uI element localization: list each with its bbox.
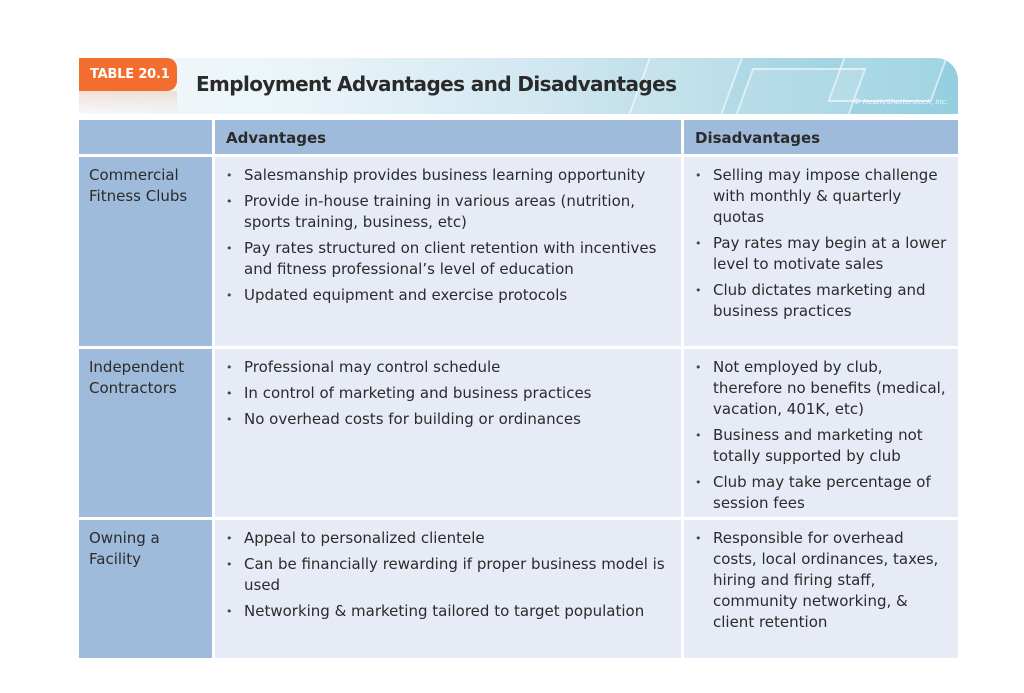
list-item: • Pay rates structured on client retention with incentives and fitness professional’s level of education (226, 238, 673, 280)
list-item: • Selling may impose challenge with monthly & quarterly quotas (695, 165, 950, 228)
list-item: • Provide in-house training in various areas (nutrition, sports training, business, etc) (226, 191, 673, 233)
list-item: • Can be financially rewarding if proper business model is used (226, 554, 673, 596)
row-label-commercial-fitness-clubs: Commercial Fitness Clubs (79, 157, 212, 346)
list-item: • In control of marketing and business practices (226, 383, 673, 404)
list-item: • Business and marketing not totally supported by club (695, 425, 950, 467)
list-item: • Networking & marketing tailored to target population (226, 601, 673, 622)
list-item: • Salesmanship provides business learning opportunity (226, 165, 673, 186)
header-advantages: Advantages (215, 120, 681, 154)
list-item: • Responsible for overhead costs, local ordinances, taxes, hiring and firing staff, community networking, & client retention (695, 528, 950, 633)
advantages-cell (215, 349, 681, 517)
list-item: • Club may take percentage of session fees (695, 472, 950, 514)
list-item: • Pay rates may begin at a lower level to motivate sales (695, 233, 950, 275)
header-disadvantages: Disadvantages (684, 120, 958, 154)
disadvantages-cell (684, 157, 958, 346)
tag-shadow (79, 91, 177, 114)
row-label-owning-a-facility: Owning a Facility (79, 520, 212, 658)
list-item: • Appeal to personalized clientele (226, 528, 673, 549)
list-item: • Professional may control schedule (226, 357, 673, 378)
advantages-cell (215, 157, 681, 346)
hexagon-pattern (827, 58, 954, 102)
comparison-table (79, 120, 958, 658)
table-title: Employment Advantages and Disadvantages (196, 72, 677, 96)
list-item: • Not employed by club, therefore no benefits (medical, vacation, 401K, etc) (695, 357, 950, 420)
table-number-tag: TABLE 20.1 (79, 58, 177, 91)
row-label-independent-contractors: Independent Contractors (79, 349, 212, 517)
header-corner-cell (79, 120, 212, 154)
list-item: • No overhead costs for building or ordinances (226, 409, 673, 430)
disadvantages-cell (684, 520, 958, 658)
list-item: • Club dictates marketing and business practices (695, 280, 950, 322)
disadvantages-cell (684, 349, 958, 517)
advantages-cell (215, 520, 681, 658)
list-item: • Updated equipment and exercise protocols (226, 285, 673, 306)
image-credit: © Heath/Shutterstock, Inc. (853, 98, 948, 106)
